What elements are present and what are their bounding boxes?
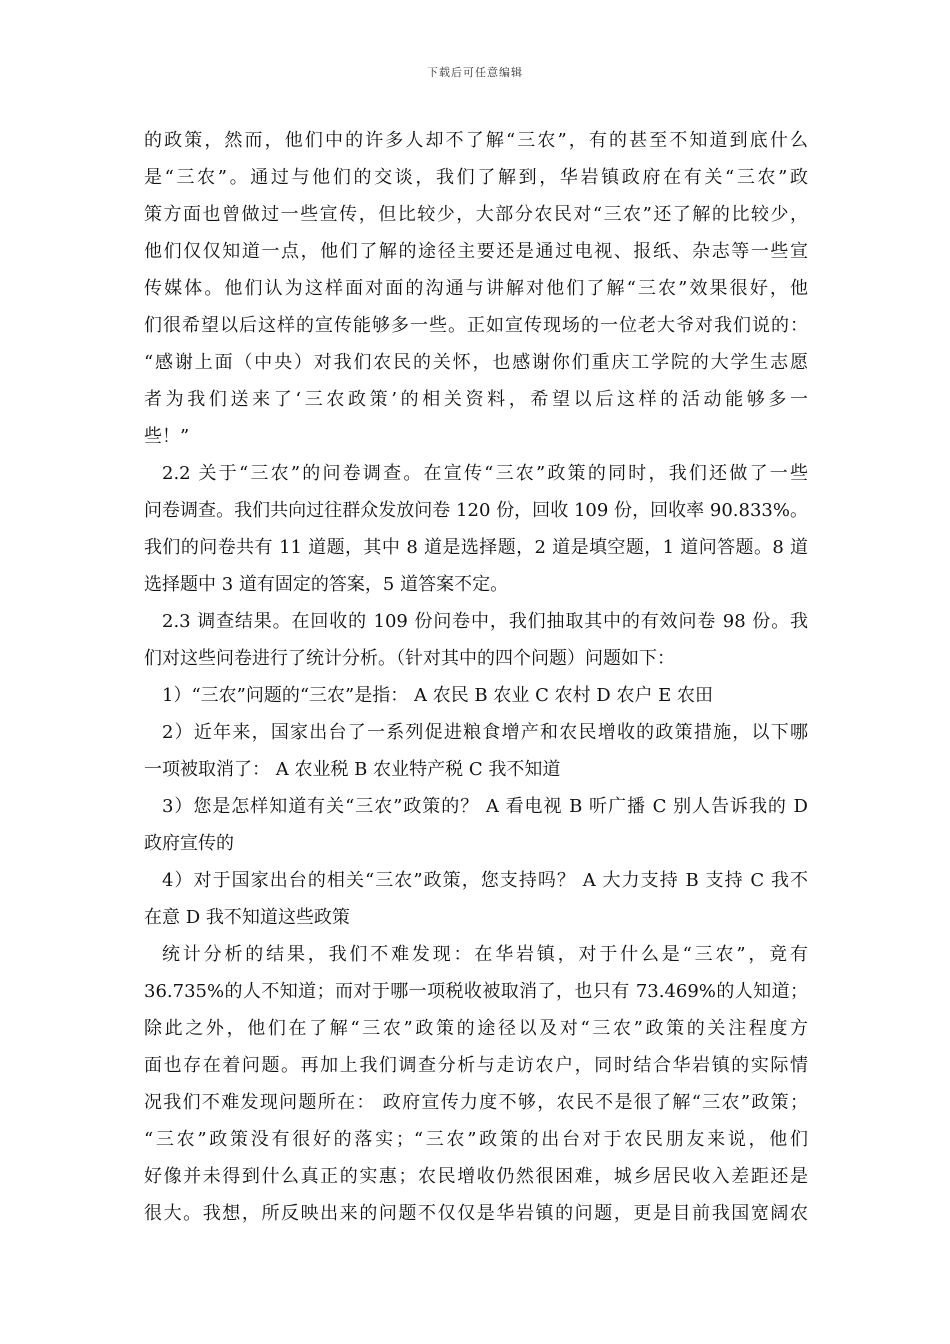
text-line: 选择题中 3 道有固定的答案，5 道答案不定。	[144, 574, 509, 595]
text-line: “三农”政策没有很好的落实；“三农”政策的出台对于农民朋友来说，他们	[144, 1129, 808, 1150]
text-line: 2.3 调查结果。在回收的 109 份问卷中，我们抽取其中的有效问卷 98 份。我	[162, 611, 808, 632]
text-line: 们对这些问卷进行了统计分析。（针对其中的四个问题）问题如下：	[144, 648, 675, 669]
text-line: 些！”	[144, 426, 190, 447]
text-line: 们很希望以后这样的宣传能够多一些。正如宣传现场的一位老大爷对我们说的：	[144, 315, 808, 336]
text-line: 策方面也曾做过一些宣传，但比较少，大部分农民对“三农”还了解的比较少，	[144, 204, 808, 225]
text-line: 统计分析的结果，我们不难发现：在华岩镇，对于什么是“三农”，竟有	[162, 944, 808, 965]
text-line: 的政策，然而，他们中的许多人却不了解“三农”，有的甚至不知道到底什么	[144, 130, 808, 151]
text-line: 2.2 关于“三农”的问卷调查。在宣传“三农”政策的同时，我们还做了一些	[162, 463, 808, 484]
text-line: 我们的问卷共有 11 道题，其中 8 道是选择题，2 道是填空题，1 道问答题。8 道	[144, 537, 808, 558]
text-line: 1）“三农”问题的“三农”是指： A 农民 B 农业 C 农村 D 农户 E 农田	[162, 685, 714, 706]
text-line: 传媒体。他们认为这样面对面的沟通与讲解对他们了解“三农”效果很好，他	[144, 278, 808, 299]
text-line: “感谢上面（中央）对我们农民的关怀，也感谢你们重庆工学院的大学生志愿	[144, 352, 808, 373]
text-line: 一项被取消了： A 农业税 B 农业特产税 C 我不知道	[144, 759, 561, 780]
page-header: 下载后可任意编辑	[427, 66, 523, 79]
text-line: 好像并未得到什么真正的实惠；农民增收仍然很困难，城乡居民收入差距还是	[144, 1166, 808, 1187]
text-line: 是“三农”。通过与他们的交谈，我们了解到，华岩镇政府在有关“三农”政	[144, 167, 808, 188]
text-line: 面也存在着问题。再加上我们调查分析与走访农户，同时结合华岩镇的实际情	[144, 1055, 808, 1076]
text-line: 他们仅仅知道一点，他们了解的途径主要还是通过电视、报纸、杂志等一些宣	[144, 241, 808, 262]
text-line: 除此之外，他们在了解“三农”政策的途径以及对“三农”政策的关注程度方	[144, 1018, 808, 1039]
text-line: 问卷调查。我们共向过往群众发放问卷 120 份，回收 109 份，回收率 90.833%。	[144, 500, 808, 521]
text-line: 3）您是怎样知道有关“三农”政策的？ A 看电视 B 听广播 C 别人告诉我的 D	[162, 796, 808, 817]
text-line: 者为我们送来了‘三农政策’的相关资料，希望以后这样的活动能够多一	[144, 389, 808, 410]
text-line: 况我们不难发现问题所在： 政府宣传力度不够，农民不是很了解“三农”政策；	[144, 1092, 808, 1113]
text-line: 4）对于国家出台的相关“三农”政策，您支持吗？ A 大力支持 B 支持 C 我不	[162, 870, 808, 891]
document-body	[144, 122, 808, 1232]
text-line: 36.735%的人不知道；而对于哪一项税收被取消了，也只有 73.469%的人知道；	[144, 981, 808, 1002]
text-line: 2）近年来，国家出台了一系列促进粮食增产和农民增收的政策措施，以下哪	[162, 722, 808, 743]
text-line: 在意 D 我不知道这些政策	[144, 907, 350, 928]
text-line: 很大。我想，所反映出来的问题不仅仅是华岩镇的问题，更是目前我国宽阔农	[144, 1203, 808, 1224]
text-line: 政府宣传的	[144, 833, 234, 854]
